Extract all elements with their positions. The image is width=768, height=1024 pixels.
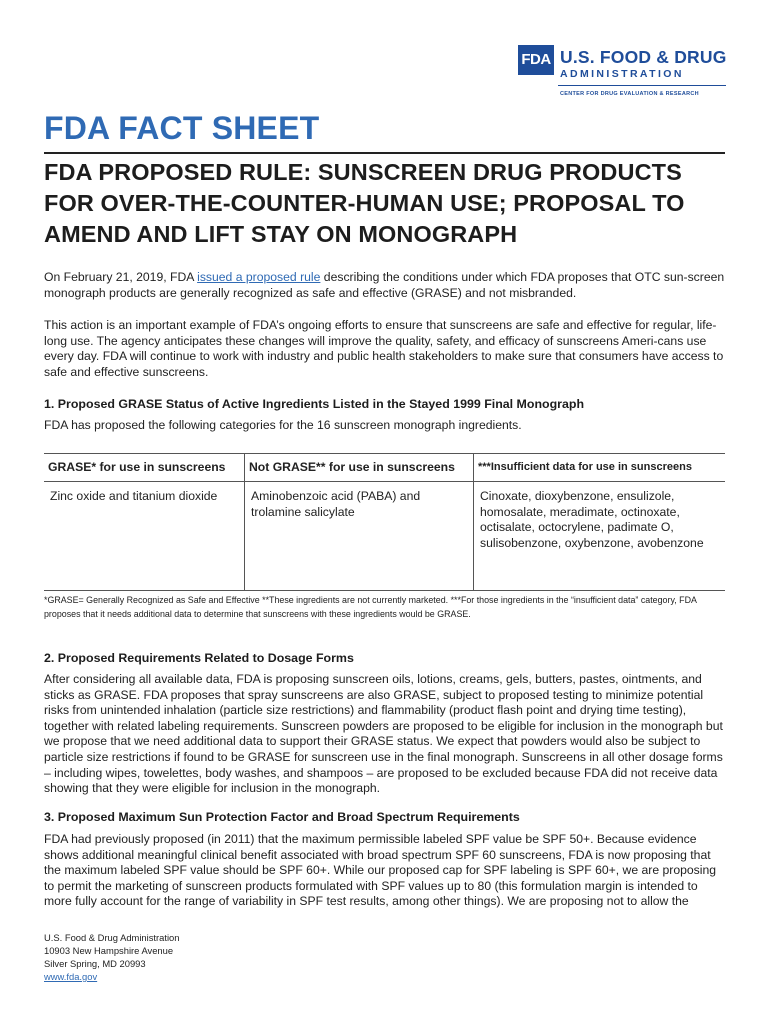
agency-name-line1: U.S. FOOD & DRUG [560,47,727,67]
table-cell-not-grase: Aminobenzoic acid (PABA) and trolamine salicylate [245,482,474,591]
overview-paragraph: This action is an important example of FDA’s ongoing efforts to ensure that sunscreens are safe and effective for regular, life-long use. The agency anticipates these changes will improve the quality, safety, and efficacy of sunscreens Ameri-cans use every day. FDA will continue to work with industry and public health stakeholders to make sure that consumers have access to safe and effective sunscreens. [44,318,724,379]
table-cell-insufficient: Cinoxate, dioxybenzone, ensulizole, homosalate, meradimate, octinoxate, octisalate, octocrylene, padimate O, sulisobenzone, oxybenzone, avobenzone [474,482,726,591]
fda-logo [518,45,728,103]
footer-website-link[interactable]: www.fda.gov [44,971,98,982]
table-footnote: *GRASE= Generally Recognized as Safe and Effective **These ingredients are not currently marketed. ***For those ingredients in the “insufficient data” category, FDA proposes that it needs additional data to determine that sunscreens with these ingredients would be GRASE. [44,595,697,619]
intro-text-after: describing the conditions under which FDA proposes that OTC sun-screen monograph products are generally recognized as safe and effective (GRASE) and not misbranded. [44,270,725,300]
fact-sheet-label: FDA FACT SHEET [44,110,320,146]
section2-heading: 2. Proposed Requirements Related to Dosage Forms [44,651,354,665]
table-cell-grase: Zinc oxide and titanium dioxide [44,482,245,591]
center-name: CENTER FOR DRUG EVALUATION & RESEARCH [560,91,699,97]
agency-name-line2: ADMINISTRATION [560,68,684,80]
section1-heading: 1. Proposed GRASE Status of Active Ingredients Listed in the Stayed 1999 Final Monograph [44,397,585,411]
intro-text-before: On February 21, 2019, FDA [44,270,198,284]
proposed-rule-link[interactable]: issued a proposed rule [197,270,321,284]
table-header-grase: GRASE* for use in sunscreens [44,454,245,482]
footer-address [44,931,179,983]
table-header-insufficient: ***Insufficient data for use in sunscreens [474,454,726,482]
table-row [44,482,725,591]
page-title: FDA PROPOSED RULE: SUNSCREEN DRUG PRODUCTS FOR OVER-THE-COUNTER-HUMAN USE; PROPOSAL TO AMEND AND LIFT STAY ON MONOGRAPH [44,159,685,247]
footer-city: Silver Spring, MD 20993 [44,958,146,969]
footer-agency: U.S. Food & Drug Administration [44,932,180,943]
section1-text: FDA has proposed the following categories for the 16 sunscreen monograph ingredients. [44,418,522,432]
ingredient-status-table [44,453,725,591]
table-header-not-grase: Not GRASE** for use in sunscreens [245,454,474,482]
title-divider [44,152,725,154]
intro-paragraph [44,270,726,301]
footer-street: 10903 New Hampshire Avenue [44,945,174,956]
table-header-row [44,454,725,482]
section2-text: After considering all available data, FDA is proposing sunscreen oils, lotions, creams, gels, butters, pastes, ointments, and sticks as GRASE. FDA proposes that spray sunscreens are also GRASE, subject to proposed testing to minimize potential risks from unintended inhalation (particle size restrictions) and flammability (product flash point and drying time testing), together with related labeling requirements. Sunscreen powders are proposed to be eligible for inclusion in the monograph but we propose that we need additional data to support their GRASE status. We expect that powders would also be subject to particle size restrictions if found to be GRASE for sunscreen use in the final monograph. Sunscreens in all other dosage forms – including wipes, towelettes, body washes, and shampoos – are proposed to be excluded because FDA did not receive data showing that they were eligible for inclusion in the monograph. [44,672,723,796]
fda-mark: FDA [518,45,554,75]
section3-text: FDA had previously proposed (in 2011) that the maximum permissible labeled SPF value be SPF 50+. Because evidence shows additional meaningful clinical benefit associated with broad spectrum SPF 60 sunscreens, FDA is now proposing that the maximum labeled SPF value should be SPF 60+. While our proposed cap for SPF labeling is SPF 60+, we are proposing to permit the marketing of sunscreen products formulated with SPF values up to 80 (this formulation margin is intended to more fully account for the range of variability in SPF test results, among other things). We are proposing not to allow the [44,832,717,909]
section3-heading: 3. Proposed Maximum Sun Protection Factor and Broad Spectrum Requirements [44,810,520,824]
logo-divider [558,85,726,86]
